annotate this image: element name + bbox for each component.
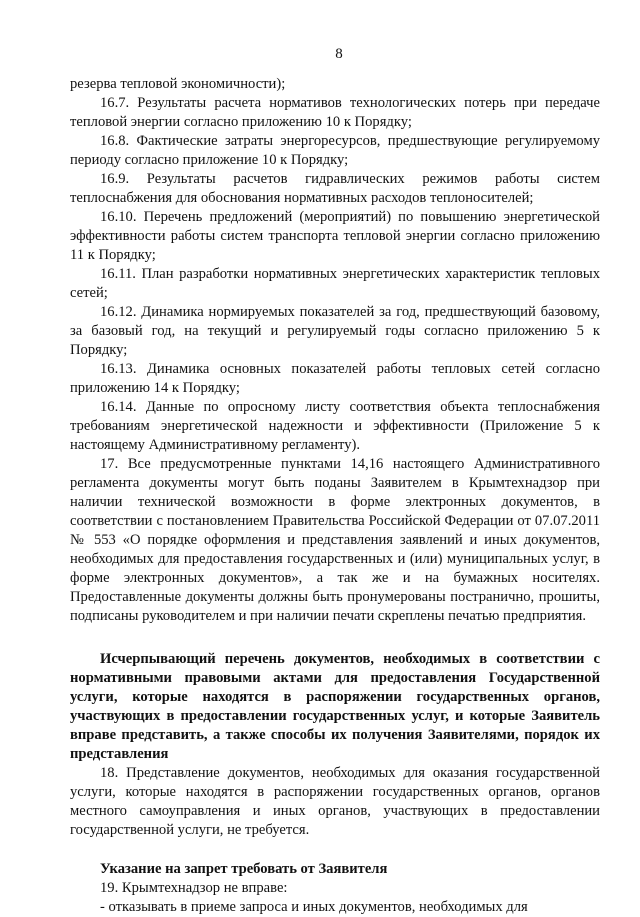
paragraph-17: 17. Все предусмотренные пунктами 14,16 настоящего Административного регламента документы могут быть поданы Заявителем в Крымтехнадзор при наличии технической возможности в форме электронных документов, в соответствии с постановлением Правительства Российской Федерации от 07.07.2011 № 553 «О порядке оформления и представления заявлений и иных документов, необходимых для предоставления государственных и (или) муниципальных услуг, в форме электронных документов», а так же и на бумажных носителях. Предоставленные документы должны быть пронумерованы постранично, прошиты, подписаны руководителем и при наличии печати скреплены печатью предприятия. <box>70 456 600 624</box>
paragraph-16-9: 16.9. Результаты расчетов гидравлических режимов работы систем теплоснабжения для обоснования нормативных расходов теплоносителей; <box>70 171 600 206</box>
paragraph-16-8: 16.8. Фактические затраты энергоресурсов, предшествующие регулируемому периоду согласно приложение 10 к Порядку; <box>70 133 600 168</box>
section-heading-prohibition: Указание на запрет требовать от Заявителя <box>100 861 388 877</box>
paragraph-continuation: резерва тепловой экономичности); <box>70 76 286 92</box>
paragraph-19: 19. Крымтехнадзор не вправе: <box>100 880 288 896</box>
paragraph-18: 18. Представление документов, необходимых для оказания государственной услуги, которые находятся в распоряжении государственных органов, органов местного самоуправления и иных органов, участвующих в предоставлении государственной услуги, не требуется. <box>70 765 600 838</box>
section-heading-documents-list: Исчерпывающий перечень документов, необходимых в соответствии с нормативными правовыми актами для предоставления Государственной услуги, которые находятся в распоряжении государственных органов, участвующих в предоставлении государственных услуг, и которые Заявитель вправе представить, а также способы их получения Заявителями, порядок их представления <box>70 651 600 762</box>
paragraph-16-10: 16.10. Перечень предложений (мероприятий) по повышению энергетической эффективности работы систем транспорта тепловой энергии согласно приложению 11 к Порядку; <box>70 209 600 263</box>
paragraph-16-13: 16.13. Динамика основных показателей работы тепловых сетей согласно приложению 14 к Порядку; <box>70 361 600 396</box>
paragraph-16-11: 16.11. План разработки нормативных энергетических характеристик тепловых сетей; <box>70 266 600 301</box>
paragraph-16-14: 16.14. Данные по опросному листу соответствия объекта теплоснабжения требованиям энергетической надежности и эффективности (Приложение 5 к настоящему Административному регламенту). <box>70 399 600 453</box>
paragraph-16-12: 16.12. Динамика нормируемых показателей за год, предшествующий базовому, за базовый год, на текущий и регулируемый годы согласно приложению 5 к Порядку; <box>70 304 600 358</box>
paragraph-16-7: 16.7. Результаты расчета нормативов технологических потерь при передаче тепловой энергии согласно приложению 10 к Порядку; <box>70 95 600 130</box>
paragraph-19-item: - отказывать в приеме запроса и иных документов, необходимых для <box>100 899 528 915</box>
page-number: 8 <box>335 46 343 62</box>
